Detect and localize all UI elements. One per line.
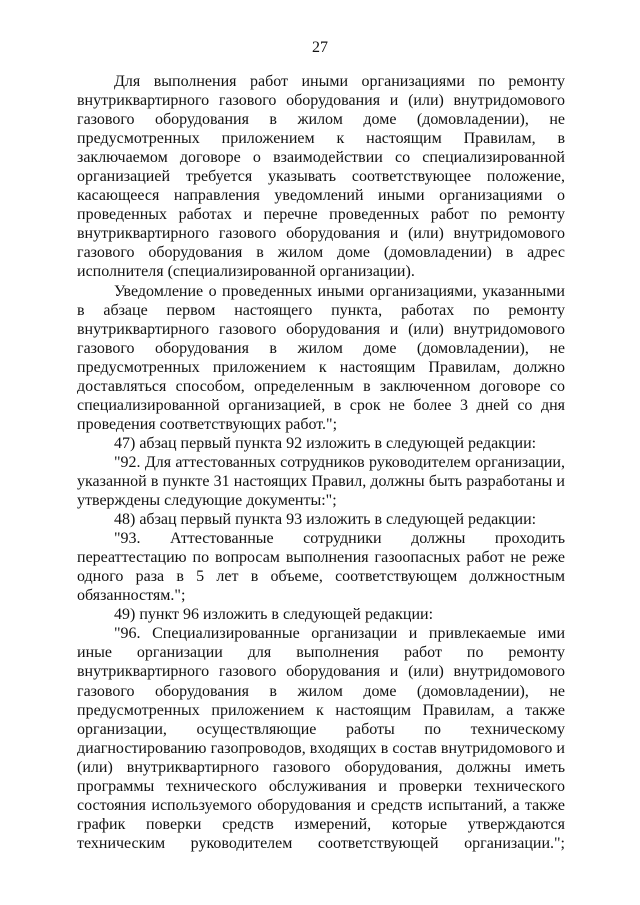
paragraph-amendment-48: 48) абзац первый пункта 93 изложить в следующей редакции: xyxy=(114,511,537,529)
paragraph-clause-96: "96. Специализированные организации и привлекаемые ими иные организации для выполнения работ по ремонту внутриквартирного газового оборудования и (или) внутридомового газового оборудования в жилом доме (домовладении), не предусмотренных приложением к настоящим Правилам, а также организации, осуществляющие работы по техническому диагностированию газопроводов, входящих в состав внутридомового и (или) внутриквартирного газового оборудования, должны иметь программы технического обслуживания и проверки технического состояния используемого оборудования и средств испытаний, а также график поверки средств измерений, которые утверждаются техническим руководителем соответствующей организации."; xyxy=(77,625,565,852)
page-number: 27 xyxy=(312,39,328,56)
paragraph-notification-delivery: Уведомление о проведенных иными организациями, указанными в абзаце первом настоящего пункта, работах по ремонту внутриквартирного газового оборудования и (или) внутридомового газового оборудования в жилом доме (домовладении), не предусмотренных приложением к настоящим Правилам, должно доставляться способом, определенным в заключенном договоре со специализированной организацией, в срок не более 3 дней со дня проведения соответствующих работ."; xyxy=(77,282,565,433)
paragraph-amendment-49: 49) пункт 96 изложить в следующей редакции: xyxy=(114,606,434,624)
paragraph-clause-93: "93. Аттестованные сотрудники должны проходить переаттестацию по вопросам выполнения газоопасных работ не реже одного раза в 5 лет в объеме, соответствующем должностным обязанностям."; xyxy=(77,530,565,605)
paragraph-gas-repair-notification-requirement: Для выполнения работ иными организациями по ремонту внутриквартирного газового оборудования и (или) внутридомового газового оборудования в жилом доме (домовладении), не предусмотренных приложением к настоящим Правилам, в заключаемом договоре о взаимодействии со специализированной организацией требуется указывать соответствующее положение, касающееся направления уведомлений иными организациями о проведенных работах и перечне проведенных работ по ремонту внутриквартирного газового оборудования и (или) внутридомового газового оборудования в жилом доме (домовладении) в адрес исполнителя (специализированной организации). xyxy=(77,73,565,281)
paragraph-amendment-47: 47) абзац первый пункта 92 изложить в следующей редакции: xyxy=(114,434,537,452)
body-text xyxy=(77,72,565,853)
paragraph-clause-92: "92. Для аттестованных сотрудников руководителем организации, указанной в пункте 31 настоящих Правил, должны быть разработаны и утверждены следующие документы:"; xyxy=(77,453,565,510)
